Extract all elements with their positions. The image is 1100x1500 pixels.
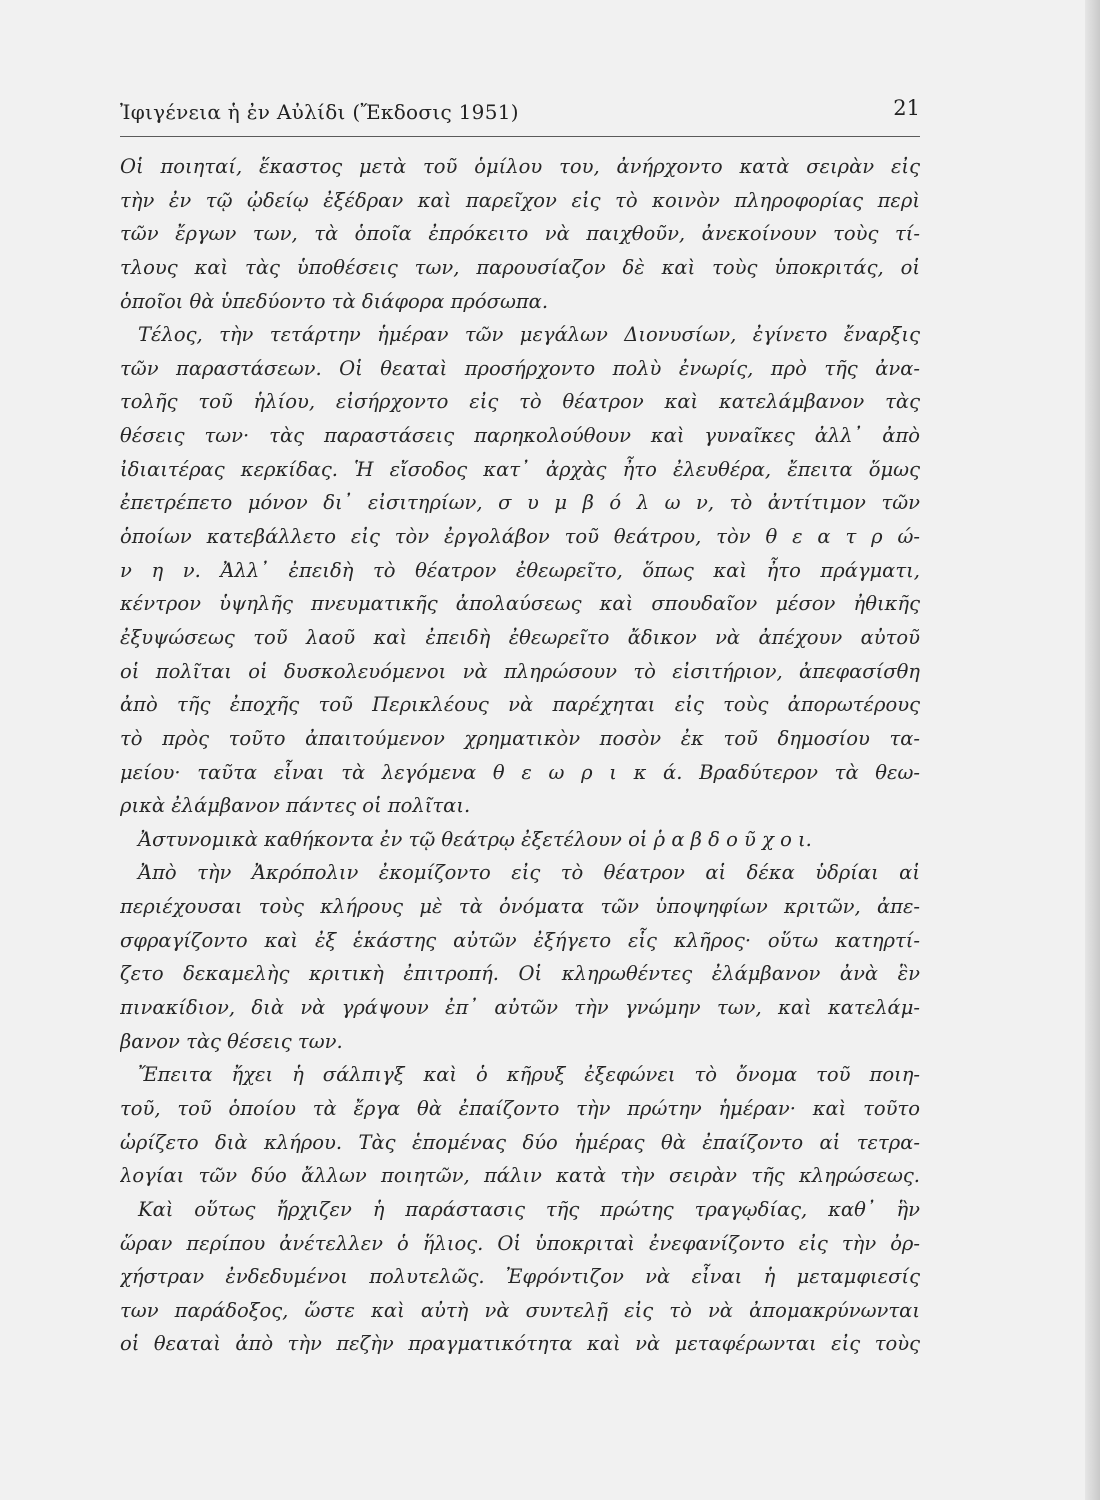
- text-line: Ἀπὸ τὴν Ἀκρόπολιν ἐκομίζοντο εἰς τὸ θέατρον αἱ δέκα ὑδρίαι αἱ: [138, 861, 920, 885]
- text-line: μείου· ταῦτα εἶναι τὰ λεγόμενα θ ε ω ρ ι κ ά. Βραδύτερον τὰ θεω-: [120, 760, 920, 784]
- text-line: ζετο δεκαμελὴς κριτικὴ ἐπιτροπή. Οἱ κληρωθέντες ἐλάμβανον ἀνὰ ἓν: [120, 962, 920, 986]
- text-line: λογίαι τῶν δύο ἄλλων ποιητῶν, πάλιν κατὰ τὴν σειρὰν τῆς κληρώσεως.: [120, 1164, 920, 1188]
- page-edge-shadow: [1085, 0, 1100, 1500]
- text-line: χήστραν ἐνδεδυμένοι πολυτελῶς. Ἐφρόντιζον νὰ εἶναι ἡ μεταμφιεσίς: [120, 1265, 920, 1289]
- text-line: Τέλος, τὴν τετάρτην ἡμέραν τῶν μεγάλων Διονυσίων, ἐγίνετο ἔναρξις: [138, 323, 920, 347]
- text-line: ἐξυψώσεως τοῦ λαοῦ καὶ ἐπειδὴ ἐθεωρεῖτο ἄδικον νὰ ἀπέχουν αὐτοῦ: [120, 625, 920, 649]
- text-line: ὡρίζετο διὰ κλήρου. Τὰς ἑπομένας δύο ἡμέρας θὰ ἐπαίζοντο αἱ τετρα-: [120, 1130, 920, 1154]
- text-line: τῶν ἔργων των, τὰ ὁποῖα ἐπρόκειτο νὰ παιχθοῦν, ἀνεκοίνουν τοὺς τί-: [120, 222, 920, 246]
- text-line: Οἱ ποιηταί, ἕκαστος μετὰ τοῦ ὁμίλου του, ἀνήρχοντο κατὰ σειρὰν εἰς: [120, 155, 920, 178]
- text-line: Ἀστυνομικὰ καθήκοντα ἐν τῷ θεάτρῳ ἐξετέλουν οἱ ῥ α β δ ο ῦ χ ο ι.: [138, 827, 812, 851]
- text-line: τῶν παραστάσεων. Οἱ θεαταὶ προσήρχοντο πολὺ ἐνωρίς, πρὸ τῆς ἀνα-: [120, 356, 920, 380]
- page-header: [120, 92, 920, 132]
- text-line: οἱ πολῖται οἱ δυσκολευόμενοι νὰ πληρώσουν τὸ εἰσιτήριον, ἀπεφασίσθη: [120, 659, 920, 683]
- text-line: Καὶ οὕτως ἤρχιζεν ἡ παράστασις τῆς πρώτης τραγῳδίας, καθ᾽ ἣν: [138, 1197, 920, 1221]
- text-line: σφραγίζοντο καὶ ἐξ ἑκάστης αὐτῶν ἐξήγετο εἷς κλῆρος· οὕτω κατηρτί-: [120, 928, 920, 952]
- body-text: [120, 150, 920, 1361]
- text-line: ρικὰ ἐλάμβανον πάντες οἱ πολῖται.: [120, 794, 471, 818]
- text-line: Ἔπειτα ἤχει ἡ σάλπιγξ καὶ ὁ κῆρυξ ἐξεφώνει τὸ ὄνομα τοῦ ποιη-: [138, 1063, 920, 1087]
- text-line: πινακίδιον, διὰ νὰ γράψουν ἐπ᾽ αὐτῶν τὴν γνώμην των, καὶ κατελάμ-: [120, 996, 920, 1020]
- text-line: θέσεις των· τὰς παραστάσεις παρηκολούθουν καὶ γυναῖκες ἀλλ᾽ ἀπὸ: [120, 424, 920, 448]
- text-line: ὁποίων κατεβάλλετο εἰς τὸν ἐργολάβον τοῦ θεάτρου, τὸν θ ε α τ ρ ώ-: [120, 525, 920, 549]
- text-line: περιέχουσαι τοὺς κλήρους μὲ τὰ ὀνόματα τῶν ὑποψηφίων κριτῶν, ἀπε-: [120, 895, 920, 919]
- header-rule: [120, 136, 920, 137]
- text-line: τὴν ἐν τῷ ᾠδείῳ ἐξέδραν καὶ παρεῖχον εἰς τὸ κοινὸν πληροφορίας περὶ: [120, 188, 920, 212]
- text-line: τολῆς τοῦ ἡλίου, εἰσήρχοντο εἰς τὸ θέατρον καὶ κατελάμβανον τὰς: [120, 390, 920, 414]
- text-line: των παράδοξος, ὥστε καὶ αὐτὴ νὰ συντελῇ εἰς τὸ νὰ ἀπομακρύνωνται: [120, 1298, 920, 1322]
- text-line: οἱ θεαταὶ ἀπὸ τὴν πεζὴν πραγματικότητα καὶ νὰ μεταφέρωνται εἰς τοὺς: [120, 1332, 920, 1356]
- page-number: 21: [893, 96, 920, 120]
- text-line: βανον τὰς θέσεις των.: [120, 1029, 343, 1053]
- text-line: ὥραν περίπου ἀνέτελλεν ὁ ἥλιος. Οἱ ὑποκριταὶ ἐνεφανίζοντο εἰς τὴν ὀρ-: [120, 1231, 920, 1255]
- text-line: ν η ν. Ἀλλ᾽ ἐπειδὴ τὸ θέατρον ἐθεωρεῖτο, ὅπως καὶ ἦτο πράγματι,: [120, 558, 920, 582]
- text-line: ἀπὸ τῆς ἐποχῆς τοῦ Περικλέους νὰ παρέχηται εἰς τοὺς ἀπορωτέρους: [120, 693, 920, 717]
- text-line: τοῦ, τοῦ ὁποίου τὰ ἔργα θὰ ἐπαίζοντο τὴν πρώτην ἡμέραν· καὶ τοῦτο: [120, 1096, 920, 1120]
- text-line: τὸ πρὸς τοῦτο ἀπαιτούμενον χρηματικὸν ποσὸν ἐκ τοῦ δημοσίου τα-: [120, 726, 920, 750]
- text-line: τλους καὶ τὰς ὑποθέσεις των, παρουσίαζον δὲ καὶ τοὺς ὑποκριτάς, οἱ: [120, 255, 920, 279]
- text-line: ὁποῖοι θὰ ὑπεδύοντο τὰ διάφορα πρόσωπα.: [120, 289, 549, 313]
- text-line: ἰδιαιτέρας κερκίδας. Ἡ εἴσοδος κατ᾽ ἀρχὰς ἦτο ἐλευθέρα, ἔπειτα ὅμως: [120, 457, 920, 481]
- text-line: ἐπετρέπετο μόνον δι᾽ εἰσιτηρίων, σ υ μ β ό λ ω ν, τὸ ἀντίτιμον τῶν: [120, 491, 920, 515]
- running-title: Ἰφιγένεια ἡ ἐν Αὐλίδι (Ἔκδοσις 1951): [120, 100, 519, 124]
- text-line: κέντρον ὑψηλῆς πνευματικῆς ἀπολαύσεως καὶ σπουδαῖον μέσον ἠθικῆς: [120, 592, 920, 616]
